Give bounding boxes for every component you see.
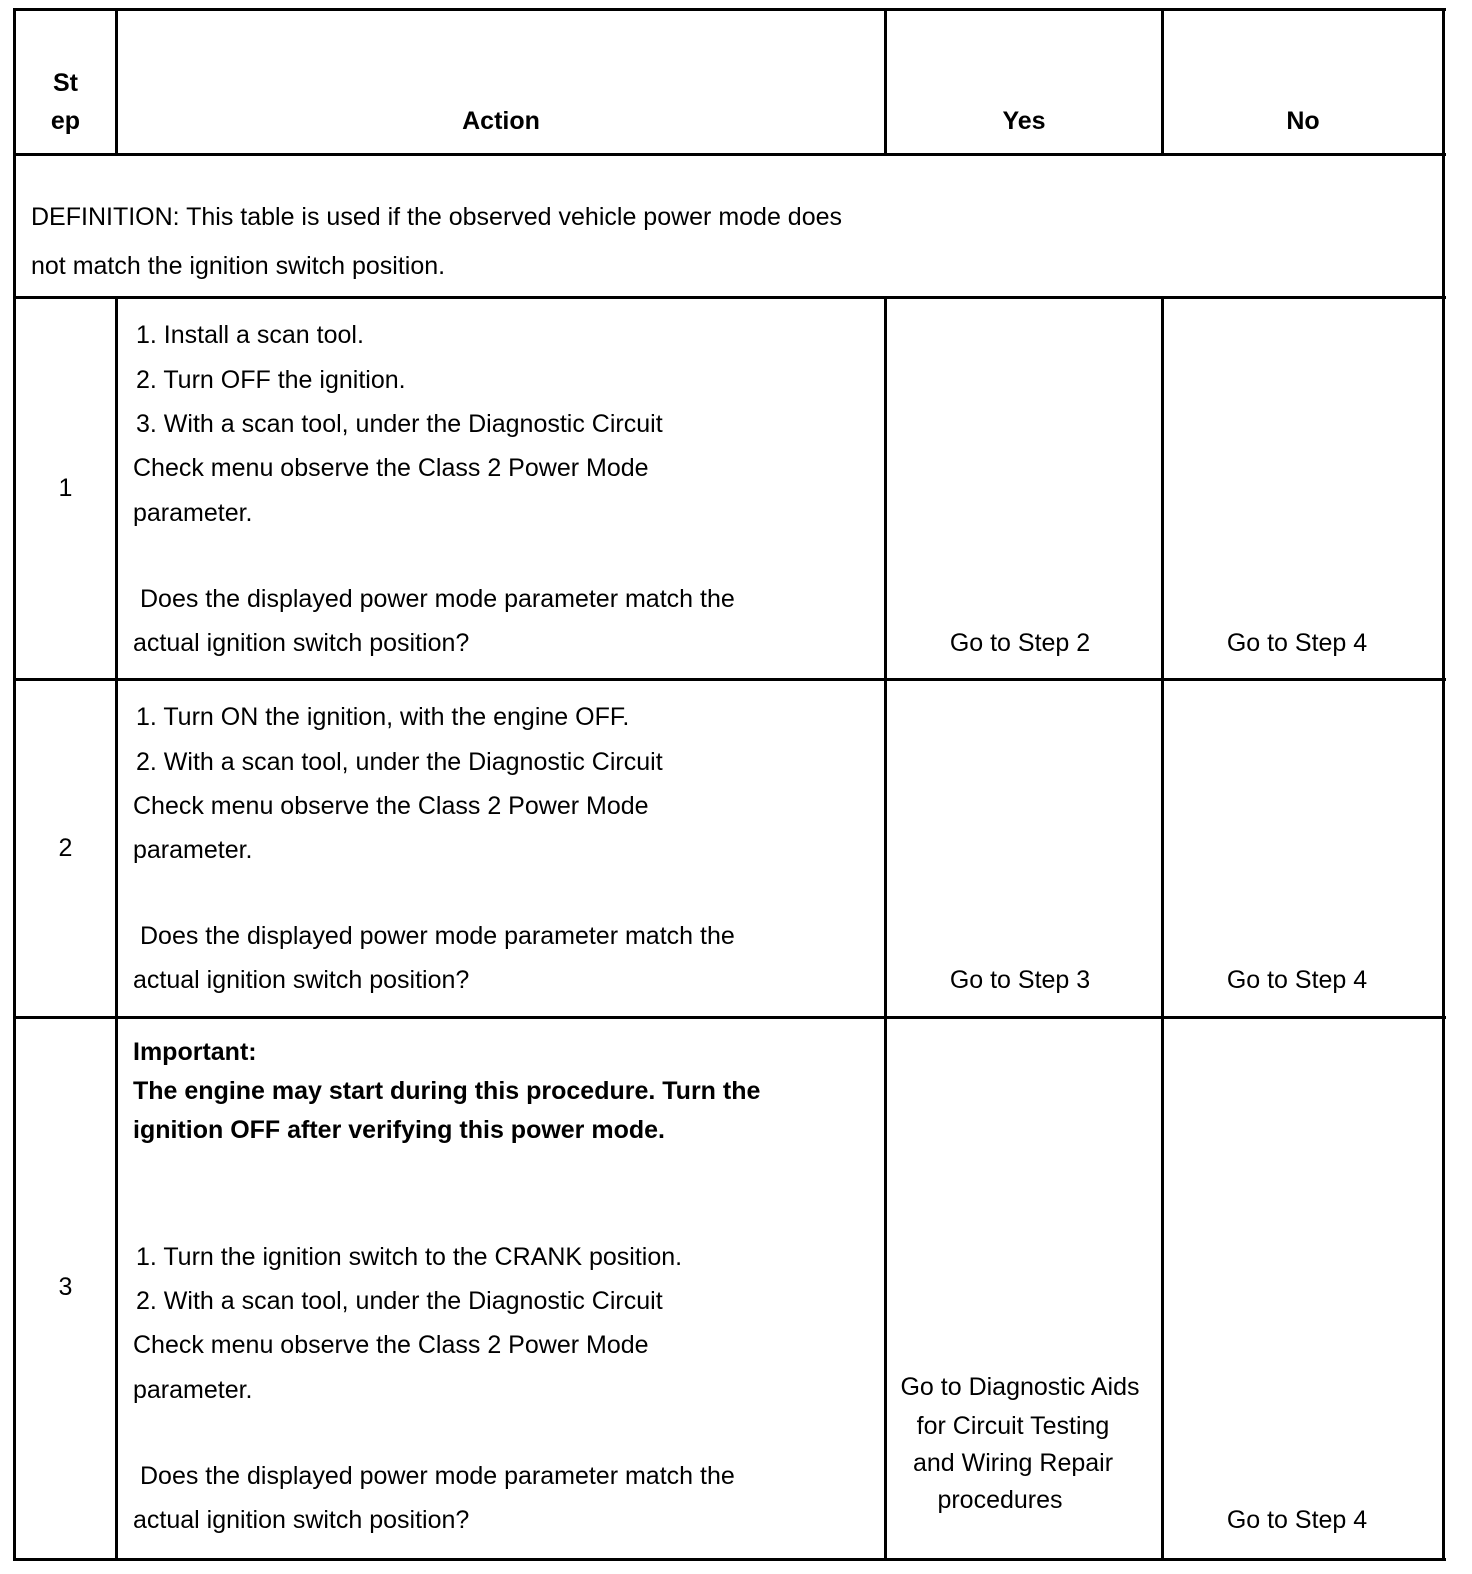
diagnostic-table [13,8,1446,1561]
no-result: Go to Step 4 [1226,629,1368,657]
action-text: parameter. [133,836,253,864]
step-number: 1 [58,474,73,502]
header-divider [13,153,1446,156]
table-border-top [13,8,1446,11]
action-text: Check menu observe the Class 2 Power Mode [133,1331,649,1359]
row-divider [13,1016,1446,1019]
table-border-left [13,8,16,1561]
header-no: No [1286,107,1320,135]
step-number: 2 [58,834,73,862]
action-list-item: 2. Turn OFF the ignition. [136,366,406,394]
column-divider [115,296,118,1561]
definition-text-line1: DEFINITION: This table is used if the observed vehicle power mode does [31,203,843,231]
action-list-item: 2. With a scan tool, under the Diagnostic Circuit [136,1287,663,1315]
column-divider [1161,296,1164,1561]
action-text: parameter. [133,499,253,527]
action-question: actual ignition switch position? [133,1506,470,1534]
yes-result: and Wiring Repair [912,1449,1114,1477]
yes-result: Go to Step 2 [949,629,1091,657]
yes-result: procedures [937,1486,1063,1514]
important-note: The engine may start during this procedure. Turn the [133,1077,761,1105]
header-step-line1: St [53,69,78,97]
important-note: ignition OFF after verifying this power mode. [133,1116,665,1144]
header-yes: Yes [1002,107,1046,135]
action-text: Check menu observe the Class 2 Power Mode [133,792,649,820]
definition-divider [13,296,1446,299]
definition-text-line2: not match the ignition switch position. [31,252,446,280]
action-list-item: 1. Install a scan tool. [136,321,364,349]
column-divider [884,296,887,1561]
header-step-line2: ep [50,107,81,135]
action-list-item: 3. With a scan tool, under the Diagnostic Circuit [136,410,663,438]
header-action: Action [462,107,540,135]
action-question: Does the displayed power mode parameter match the [140,922,735,950]
yes-result: Go to Step 3 [949,966,1091,994]
action-list-item: 2. With a scan tool, under the Diagnostic Circuit [136,748,663,776]
action-list-item: 1. Turn the ignition switch to the CRANK position. [136,1243,683,1271]
row-divider [13,678,1446,681]
yes-result: Go to Diagnostic Aids [900,1373,1140,1401]
step-number: 3 [58,1273,73,1301]
action-list-item: 1. Turn ON the ignition, with the engine OFF. [136,703,630,731]
no-result: Go to Step 4 [1226,966,1368,994]
action-question: actual ignition switch position? [133,966,470,994]
table-border-right [1442,8,1445,1561]
action-text: parameter. [133,1376,253,1404]
action-text: Check menu observe the Class 2 Power Mode [133,454,649,482]
important-title: Important: [133,1038,257,1066]
yes-result: for Circuit Testing [916,1412,1110,1440]
action-question: Does the displayed power mode parameter match the [140,585,735,613]
table-border-bottom [13,1558,1446,1561]
no-result: Go to Step 4 [1226,1506,1368,1534]
action-question: Does the displayed power mode parameter match the [140,1462,735,1490]
action-question: actual ignition switch position? [133,629,470,657]
